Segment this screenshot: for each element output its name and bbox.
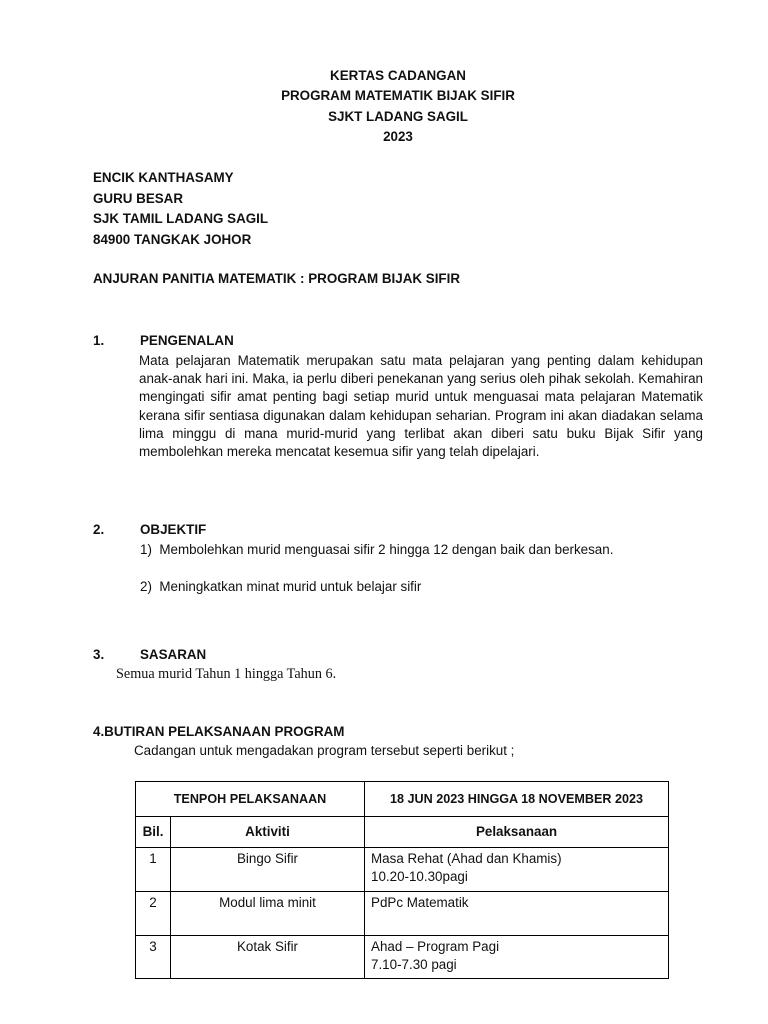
table-row <box>136 936 669 979</box>
row-implementation <box>365 848 669 892</box>
section-heading-text: SASARAN <box>140 647 207 662</box>
implementation-line-1: PdPc Matematik <box>371 895 469 910</box>
table-row <box>136 892 669 936</box>
title-line-4: 2023 <box>383 128 413 144</box>
organizer-line: ANJURAN PANITIA MATEMATIK : PROGRAM BIJAK SIFIR <box>93 271 460 286</box>
section-heading-text: OBJEKTIF <box>140 522 207 537</box>
header-bil: Bil. <box>136 817 171 848</box>
row-activity: Bingo Sifir <box>171 848 365 892</box>
recipient-address <box>93 168 268 250</box>
implementation-line-1: Masa Rehat (Ahad dan Khamis) <box>371 851 562 866</box>
section-target-heading <box>93 647 206 662</box>
header-pelaksanaan: Pelaksanaan <box>365 817 669 848</box>
table-row <box>136 848 669 892</box>
document-title <box>0 66 768 147</box>
row-activity: Modul lima minit <box>171 892 365 936</box>
row-implementation <box>365 892 669 936</box>
period-label-cell: TENPOH PELAKSANAAN <box>136 782 365 817</box>
implementation-table <box>135 781 669 979</box>
implementation-line-1: Ahad – Program Pagi <box>371 939 500 954</box>
section-intro-heading <box>93 333 234 348</box>
objective-item-2: 2) Meningkatkan minat murid untuk belajar sifir <box>140 579 422 594</box>
section-number: 3. <box>93 647 105 662</box>
row-activity: Kotak Sifir <box>171 936 365 979</box>
section-number: 1. <box>93 333 105 348</box>
details-intro: Cadangan untuk mengadakan program tersebut seperti berikut ; <box>134 743 515 758</box>
section-objective-heading <box>93 522 206 537</box>
row-number: 1 <box>136 848 171 892</box>
row-number: 2 <box>136 892 171 936</box>
section-heading-text: PENGENALAN <box>140 333 234 348</box>
intro-paragraph: Mata pelajaran Matematik merupakan satu mata pelajaran yang penting dalam kehidupan anak-anak hari ini. Maka, ia perlu diberi penekanan yang serius oleh pihak sekolah. Kemahiran mengingati sifir amat penting bagi setiap murid untuk menguasai mata pelajaran Matematik kerana sifir sentiasa digunakan dalam kehidupan seharian. Program ini akan diadakan selama lima minggu di mana murid-murid yang terlibat akan diberi satu buku Bijak Sifir yang membolehkan mereka mencatat kesemua sifir yang telah dipelajari. <box>139 353 703 460</box>
title-line-2: PROGRAM MATEMATIK BIJAK SIFIR <box>281 88 515 104</box>
table-header-row <box>136 817 669 848</box>
row-implementation <box>365 936 669 979</box>
header-aktiviti: Aktiviti <box>171 817 365 848</box>
recipient-school: SJK TAMIL LADANG SAGIL <box>93 211 269 226</box>
section-details-heading: 4.BUTIRAN PELAKSANAAN PROGRAM <box>93 724 345 739</box>
recipient-position: GURU BESAR <box>93 190 184 206</box>
period-value-cell: 18 JUN 2023 HINGGA 18 NOVEMBER 2023 <box>365 782 669 817</box>
period-row <box>136 782 669 817</box>
row-number: 3 <box>136 936 171 979</box>
title-line-3: SJKT LADANG SAGIL <box>328 108 468 124</box>
title-line-1: KERTAS CADANGAN <box>330 68 466 83</box>
objective-item-1: 1) Membolehkan murid menguasai sifir 2 hingga 12 dengan baik dan berkesan. <box>140 542 614 557</box>
section-number: 2. <box>93 522 105 537</box>
target-text: Semua murid Tahun 1 hingga Tahun 6. <box>116 666 337 682</box>
recipient-postcode: 84900 TANGKAK JOHOR <box>93 231 252 247</box>
recipient-name: ENCIK KANTHASAMY <box>93 170 234 185</box>
implementation-line-2: 7.10-7.30 pagi <box>371 957 457 972</box>
implementation-line-2: 10.20-10.30pagi <box>371 869 468 884</box>
